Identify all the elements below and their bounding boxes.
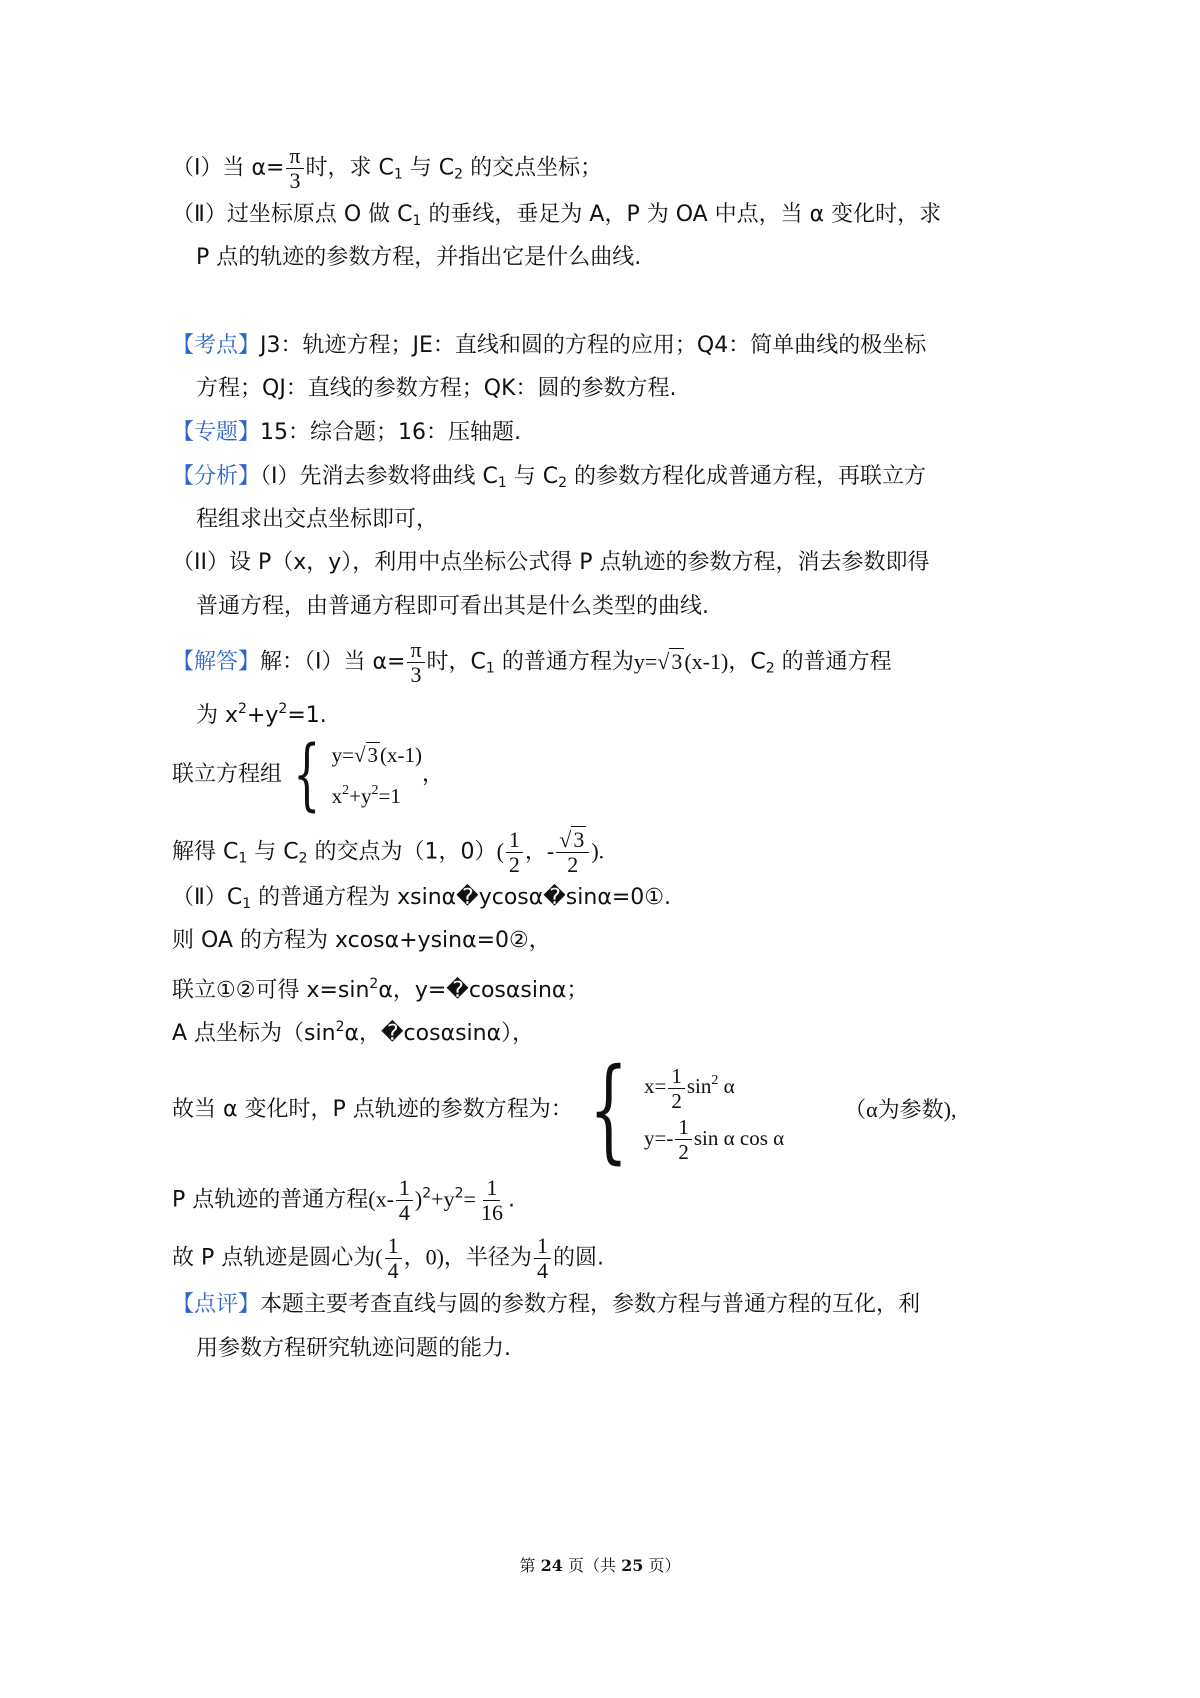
fenxi-line3: （II）设 P（x，y），利用中点坐标公式得 P 点轨迹的参数方程，消去参数即得 bbox=[172, 550, 930, 575]
fenxi-line2: 程组求出交点坐标即可， bbox=[196, 507, 439, 532]
jieda-line: 【解答】解：（Ⅰ）当 α= $\frac{\pi}{3}$ 时，$C_1$ 的普通方程为y=√3(x-1)，$C_2$ 的普通方程 bbox=[172, 637, 892, 687]
question-part-2-line2: P 点的轨迹的参数方程，并指出它是什么曲线. bbox=[196, 245, 642, 270]
page-number: 24 bbox=[540, 1556, 563, 1575]
fenxi-line4: 普通方程，由普通方程即可看出其是什么类型的曲线. bbox=[196, 594, 709, 619]
equation-system: 联立方程组 { y=√3(x-1) $x^2+y^2=1$ ， bbox=[172, 730, 445, 820]
parametric-equation: 故当 α 变化时，P 点轨迹的参数方程为： { x= $\frac{1}{2}$ $\sin^2 \alpha$ y=- $\frac{1}{2}$ sin α cos α （α为参数), bbox=[172, 1045, 957, 1175]
equation-c1: y=√3(x-1) bbox=[633, 648, 729, 674]
left-brace: { bbox=[293, 730, 321, 820]
kaodian-line2: 方程；QJ：直线的参数方程；QK：圆的参数方程. bbox=[196, 376, 677, 401]
dianping-tag: 【点评】 bbox=[172, 1292, 261, 1317]
page-total: 25 bbox=[621, 1556, 644, 1575]
kaodian-line: 【考点】J3：轨迹方程；JE：直线和圆的方程的应用；Q4：简单曲线的极坐标 bbox=[172, 333, 927, 358]
left-brace: { bbox=[588, 1045, 628, 1175]
fraction-pi-over-3: $\frac{\pi}{3}$ bbox=[407, 638, 424, 687]
intersection-line: 解得 $C_1$ 与 $C_2$ 的交点为（1，0）( $\frac{1}{2}$ ，- $\frac{√3}{2}$ ). bbox=[172, 827, 605, 877]
question-part-1: （Ⅰ）当 α= $\frac{\pi}{3}$ 时，求 $C_1$ 与 $C_2$ 的交点坐标； bbox=[172, 143, 603, 193]
part2-line2: 则 OA 的方程为 xcosα+ysinα=0②， bbox=[172, 928, 551, 953]
jieda-tag: 【解答】 bbox=[172, 649, 261, 675]
part2-line1: $(Ⅱ)C_1$ 的普通方程为 xsinα�ycosα�sinα=0①. bbox=[172, 885, 671, 912]
circle-conclusion: 故 P 点轨迹是圆心为( $\frac{1}{4}$ ，0)，半径为 $\frac{1}{4}$ 的圆. bbox=[172, 1233, 604, 1283]
part2-line3: 联立①②可得 $x=\sin^2\alpha$，y=�cosαsinα； bbox=[172, 976, 589, 1003]
question-part-2: （Ⅱ）过坐标原点 O 做 $C_1$ 的垂线，垂足为 A，P 为 OA 中点，当 α 变化时，求 bbox=[172, 202, 942, 229]
page-footer: 第 24 页（共 25 页） bbox=[519, 1556, 681, 1575]
fraction-pi-over-3: $\frac{\pi}{3}$ bbox=[286, 144, 303, 193]
fenxi-tag: 【分析】 bbox=[172, 464, 261, 489]
dianping-line: 【点评】本题主要考查直线与圆的参数方程，参数方程与普通方程的互化，利 bbox=[172, 1292, 921, 1317]
fenxi-line: 【分析】（I）先消去参数将曲线 $C_1$ 与 $C_2$ 的参数方程化成普通方程，再联立方 bbox=[172, 464, 927, 491]
zhuanti-tag: 【专题】 bbox=[172, 420, 261, 445]
jieda-line2: 为 $x^2+y^2=1$. bbox=[196, 701, 327, 728]
part2-line4: A 点坐标为（$\sin^2\alpha$，�cosαsinα）， bbox=[172, 1019, 535, 1046]
kaodian-tag: 【考点】 bbox=[172, 333, 261, 358]
dianping-line2: 用参数方程研究轨迹问题的能力. bbox=[196, 1336, 511, 1361]
zhuanti-line: 【专题】15：综合题；16：压轴题. bbox=[172, 420, 521, 445]
general-equation: P 点轨迹的普通方程(x- $\frac{1}{4}$ )$^2+y^2=$ $\frac{1}{16}$ . bbox=[172, 1175, 515, 1225]
